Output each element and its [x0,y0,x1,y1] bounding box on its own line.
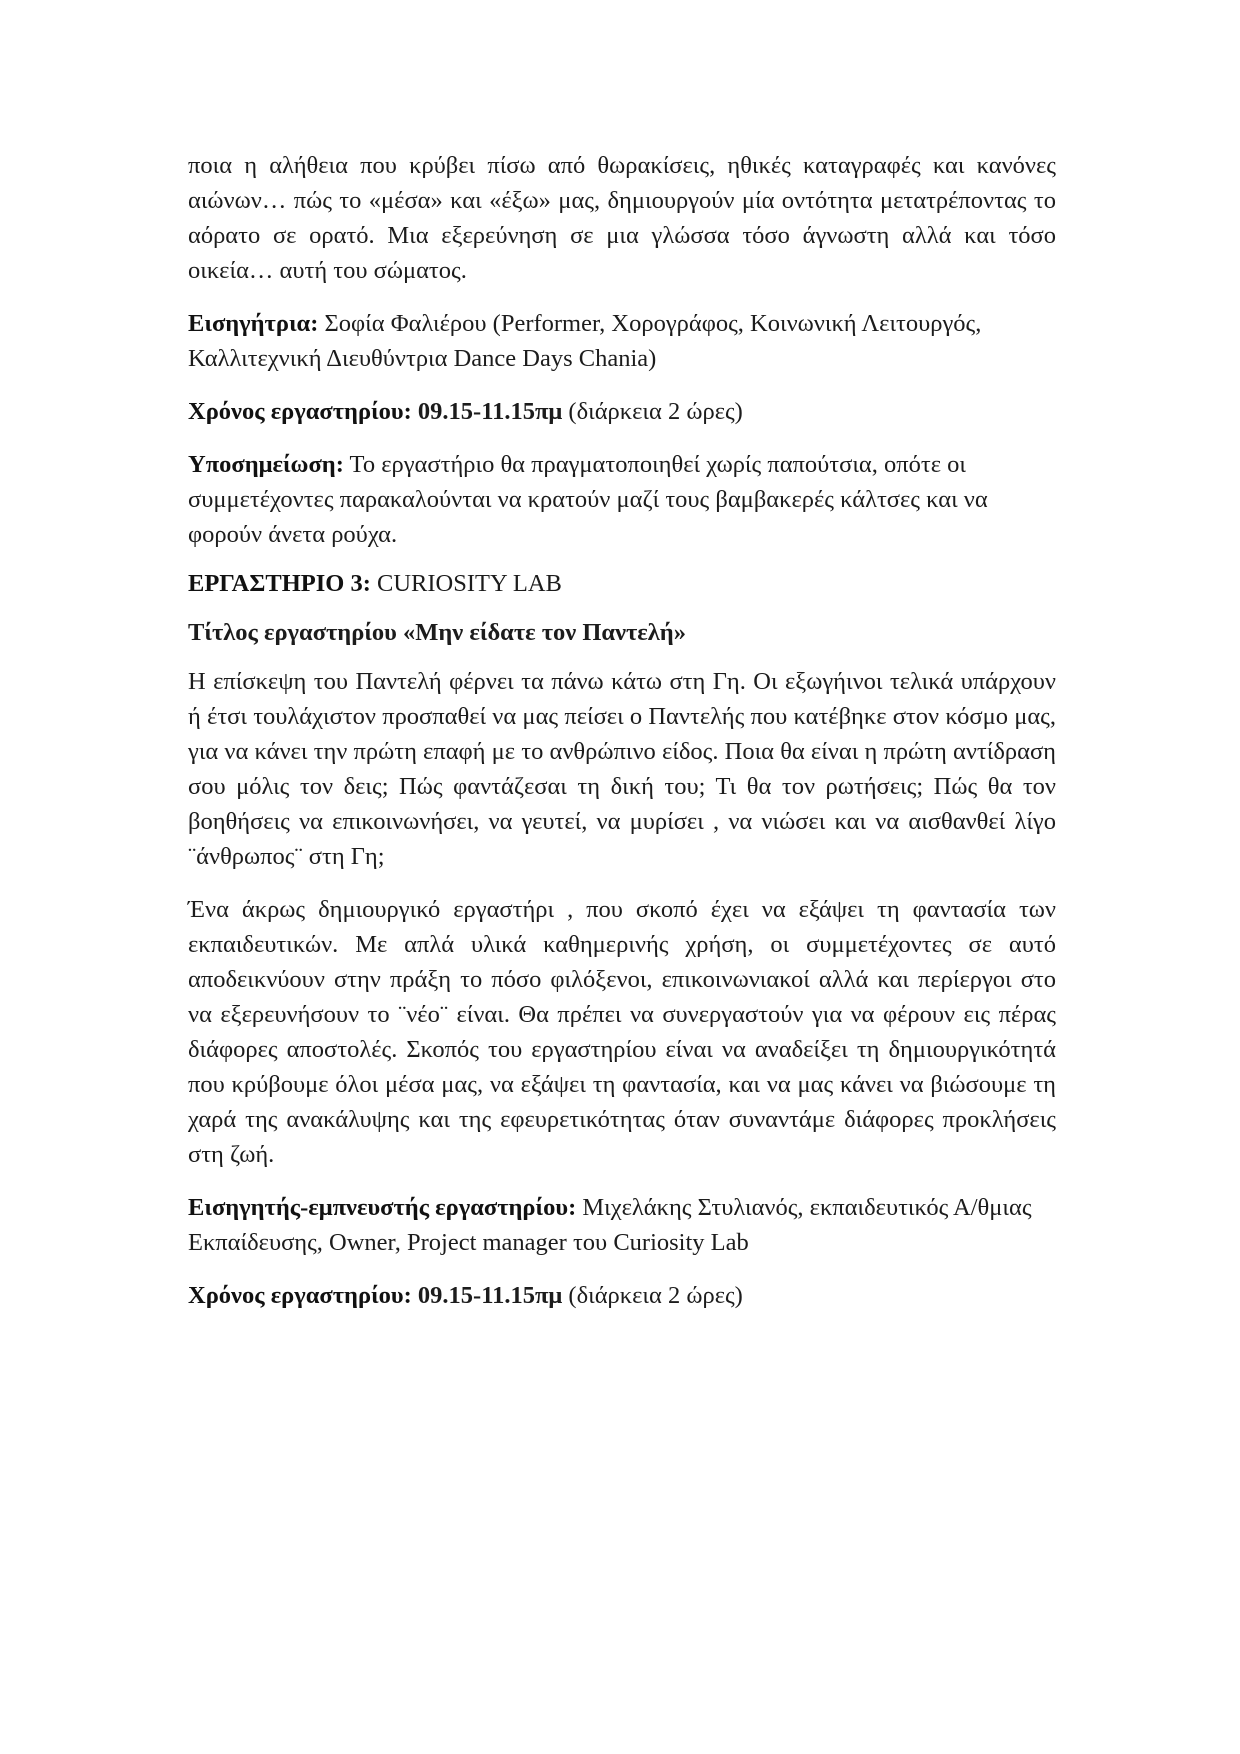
workshop3-heading-label: ΕΡΓΑΣΤΗΡΙΟ 3: [188,570,371,597]
workshop2-time-duration: (διάρκεια 2 ώρες) [562,398,743,425]
workshop2-note-text: Το εργαστήριο θα πραγματοποιηθεί χωρίς παπούτσια, οπότε οι συμμετέχοντες παρακαλούνται να κρατούν μαζί τους βαμβακερές κάλτσες και να φορούν άνετα ρούχα. [188,451,988,548]
workshop3-paragraph-1: Η επίσκεψη του Παντελή φέρνει τα πάνω κάτω στη Γη. Οι εξωγήινοι τελικά υπάρχουν ή έτσι τουλάχιστον προσπαθεί να μας πείσει ο Παντελής που κατέβηκε στον κόσμο μας, για να κάνει την πρώτη επαφή με το ανθρώπινο είδος. Ποια θα είναι η πρώτη αντίδραση σου μόλις τον δεις; Πώς φαντάζεσαι τη δική του; Τι θα τον ρωτήσεις; Πώς θα τον βοηθήσεις να επικοινωνήσει, να γευτεί, να μυρίσει , να νιώσει και να αισθανθεί λίγο ¨άνθρωπος¨ στη Γη; [188,668,1056,870]
workshop2-note-label: Υποσημείωση: [188,451,344,478]
workshop2-facilitator-label: Εισηγήτρια: [188,310,319,337]
page-content [188,148,1056,1331]
workshop3-time-duration: (διάρκεια 2 ώρες) [562,1282,743,1309]
workshop3-facilitator-text: Μιχελάκης Στυλιανός, εκπαιδευτικός Α/θμιας Εκπαίδευσης, Owner, Project manager του Curiosity Lab [188,1194,1032,1256]
workshop2-time-label: Χρόνος εργαστηρίου: [188,398,412,425]
workshop2-description-line: μετατρέποντας το αόρατο σε ορατό. Μια εξερεύνηση σε μια γλώσσα τόσο [188,187,1056,249]
workshop2-time-value: 09.15-11.15πμ [411,398,563,425]
workshop3-facilitator [188,1190,1056,1260]
workshop3-time [188,1278,1056,1313]
workshop3-time-label: Χρόνος εργαστηρίου: [188,1282,412,1309]
workshop2-description-line: άγνωστη αλλά και τόσο οικεία… αυτή του σώματος. [188,222,1057,284]
workshop2-description [188,148,1056,288]
workshop2-facilitator [188,306,1056,376]
workshop3-title: Τίτλος εργαστηρίου «Μην είδατε τον Παντελή» [188,619,686,646]
workshop3-time-value: 09.15-11.15πμ [411,1282,563,1309]
workshop2-description-line: ποια η αλήθεια που κρύβει πίσω από θωρακίσεις, ηθικές καταγραφές και κανόνες [188,152,1056,179]
workshop2-facilitator-text: Σοφία Φαλιέρου (Performer, Χορογράφος, Κοινωνική Λειτουργός, Καλλιτεχνική Διευθύντρια Dance Days Chania) [188,310,982,372]
workshop3-facilitator-label: Εισηγητής-εμπνευστής εργαστηρίου: [188,1194,577,1221]
workshop3-paragraph-2: Ένα άκρως δημιουργικό εργαστήρι , που σκοπό έχει να εξάψει τη φαντασία των εκπαιδευτικών. Με απλά υλικά καθημερινής χρήση, οι συμμετέχοντες σε αυτό αποδεικνύουν στην πράξη το πόσο φιλόξενοι, επικοινωνιακοί αλλά και περίεργοι στο να εξερευνήσουν το ¨νέο¨ είναι. Θα πρέπει να συνεργαστούν για να φέρουν εις πέρας διάφορες αποστολές. Σκοπός του εργαστηρίου είναι να αναδείξει τη δημιουργικότητά που κρύβουμε όλοι μέσα μας, να εξάψει τη φαντασία, και να μας κάνει να βιώσουμε τη χαρά της ανακάλυψης και της εφευρετικότητας όταν συναντάμε διάφορες προκλήσεις στη ζωή. [188,896,1056,1168]
workshop2-time [188,394,1056,429]
workshop2-note [188,447,1056,552]
workshop2-description-line: αιώνων… πώς το «μέσα» και «έξω» μας, δημιουργούν μία οντότητα [188,187,873,214]
workshop3-heading-name: CURIOSITY LAB [370,570,562,597]
workshop3-heading [188,566,1056,601]
